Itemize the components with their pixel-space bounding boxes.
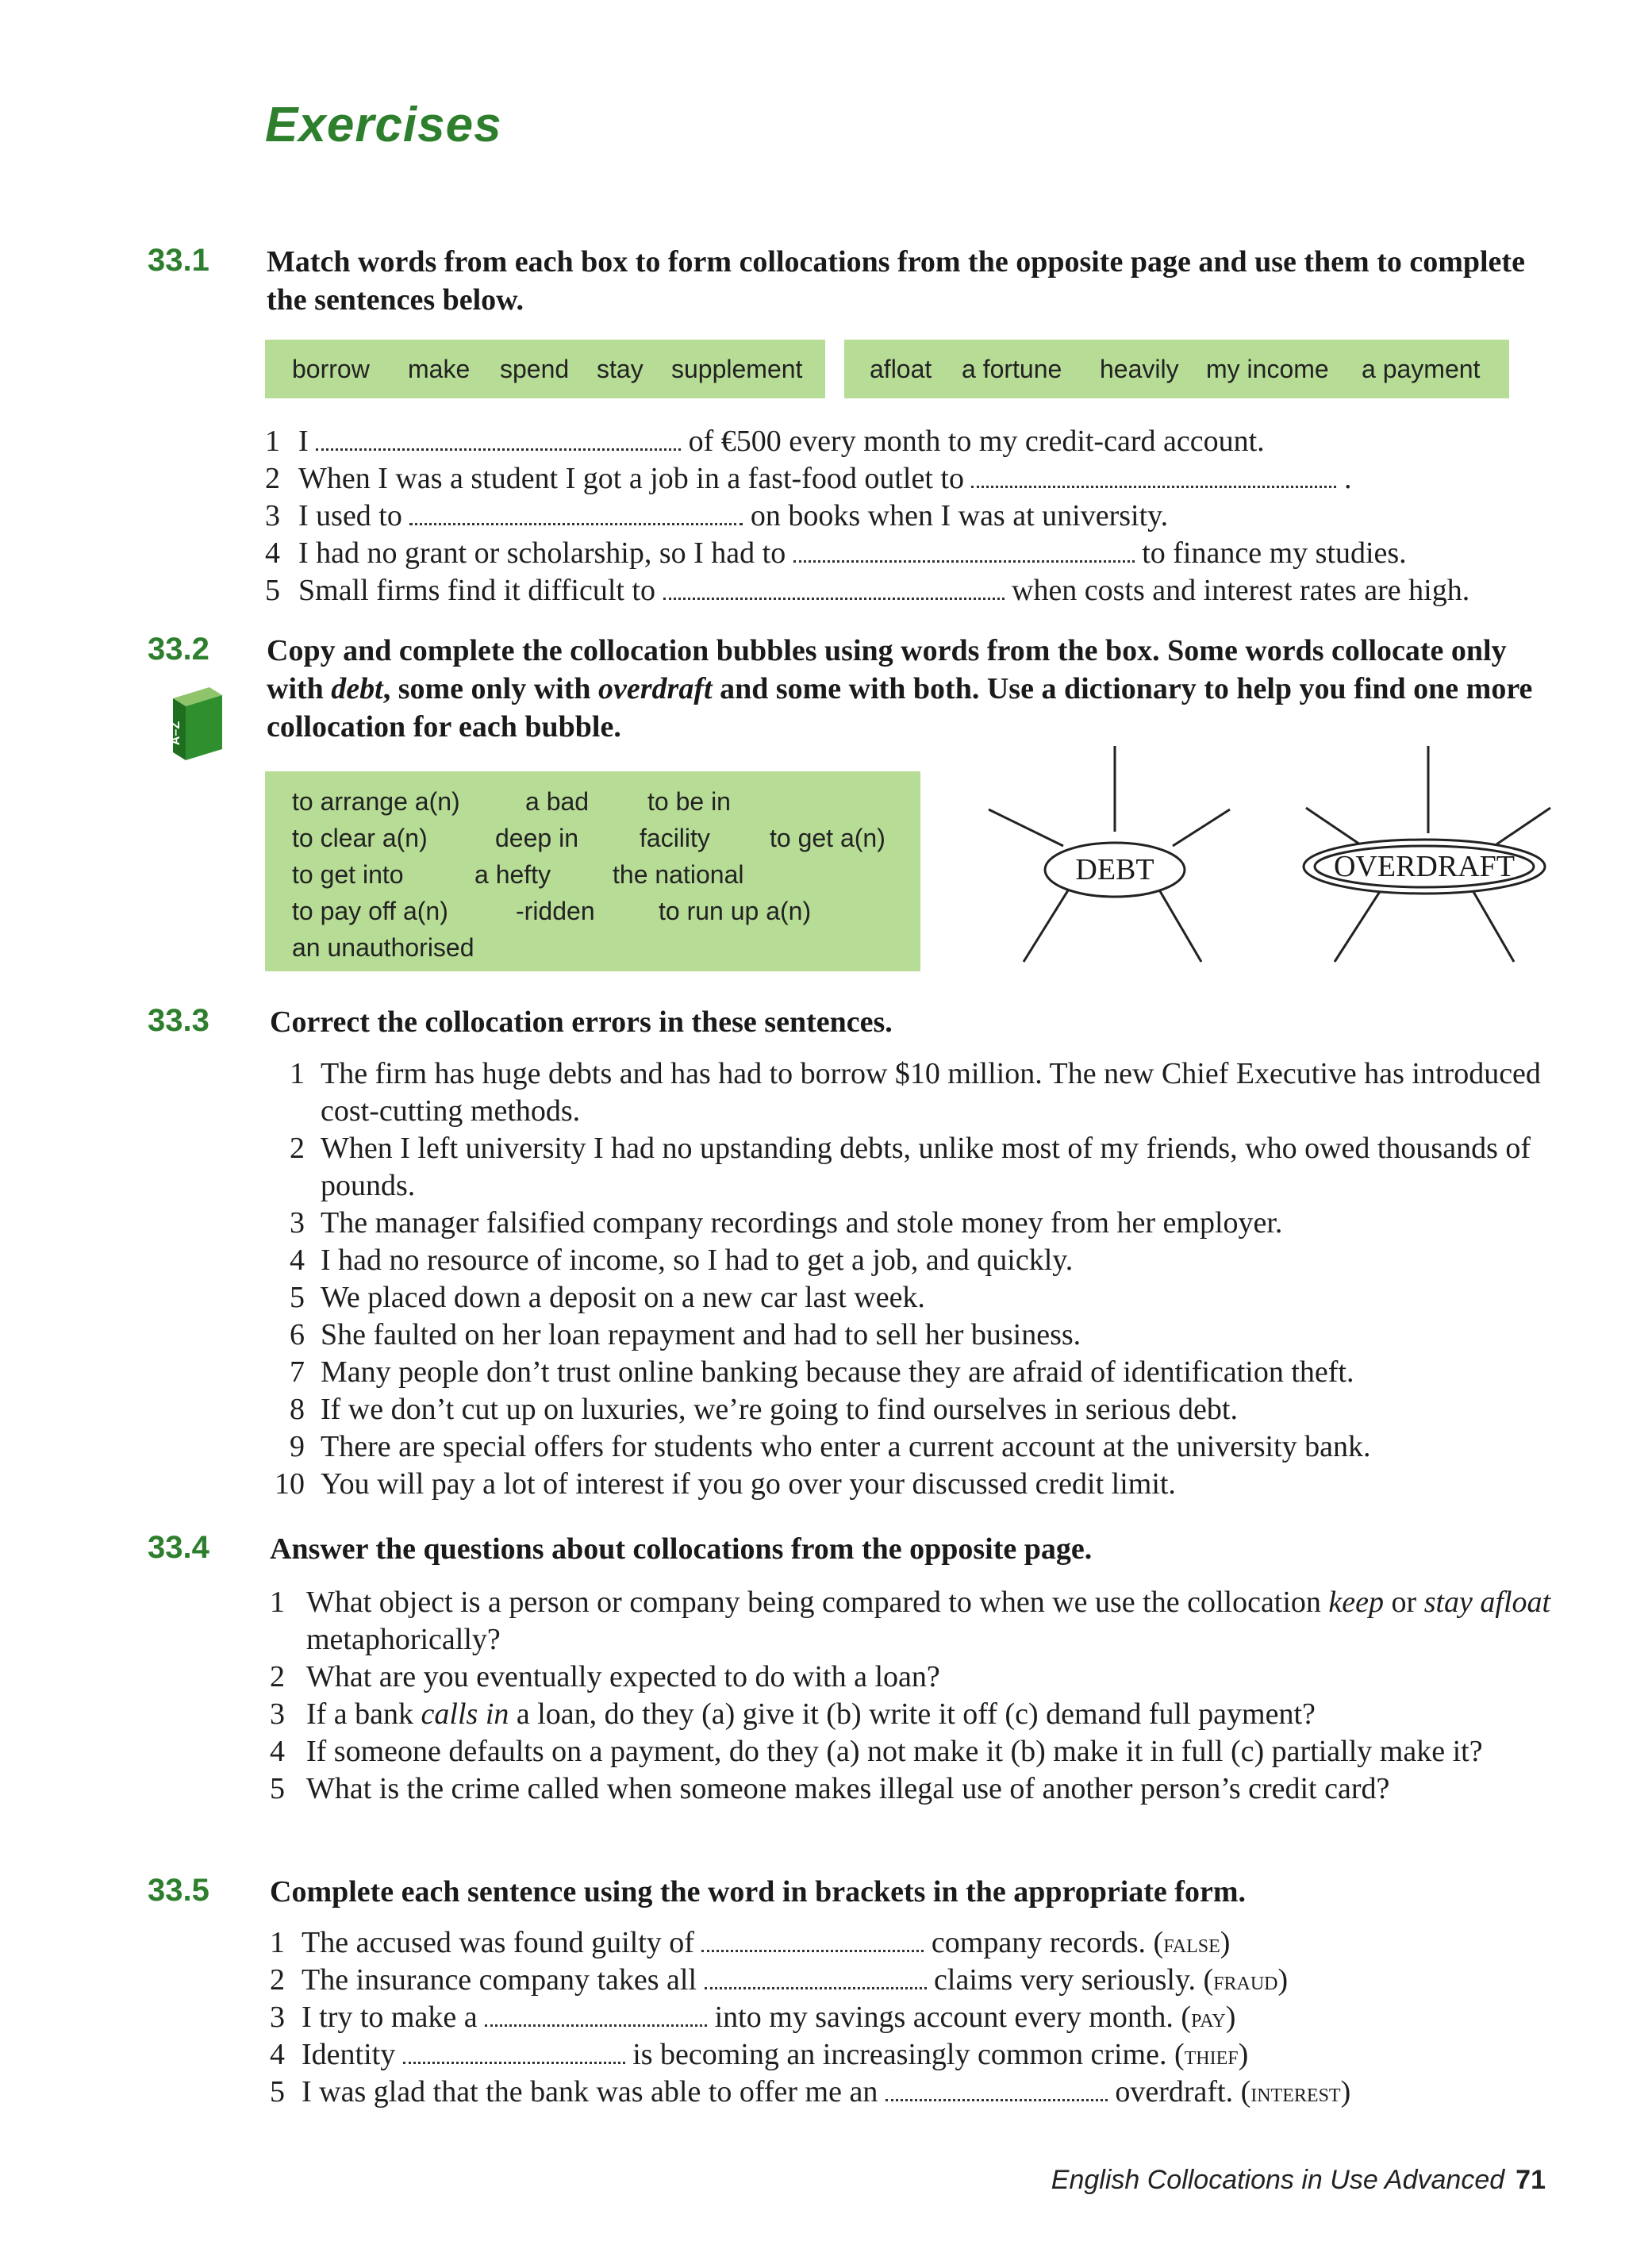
list-item: 6 She faulted on her loan repayment and had to sell her business. (290, 1318, 1081, 1351)
list-item: 1 What object is a person or company being compared to when we use the collocation keep or stay afloat metaphorically? (270, 1586, 1551, 1656)
page-footer (1051, 2165, 1546, 2196)
list-item: 5 Small firms find it difficult to when costs and interest rates are high. (265, 574, 1470, 607)
box-word: an unauthorised (292, 933, 474, 962)
answer-blank[interactable] (793, 536, 1135, 563)
exercise-instruction: Complete each sentence using the word in brackets in the appropriate form. (270, 1875, 1246, 1909)
list-item: 1 I of €500 every month to my credit-card account. (265, 425, 1265, 458)
exercise-number: 33.4 (148, 1530, 209, 1565)
page-title: Exercises (265, 98, 502, 152)
list-item: 3 I try to make a into my savings account every month. (pay) (270, 2001, 1236, 2034)
answer-blank[interactable] (885, 2075, 1108, 2101)
answer-blank[interactable] (316, 425, 681, 451)
answer-blank[interactable] (705, 1963, 927, 1989)
list-item: 3 I used to on books when I was at university. (265, 499, 1169, 532)
box-word: borrow (292, 355, 370, 383)
list-item: 5 I was glad that the bank was able to offer me an overdraft. (interest) (270, 2075, 1351, 2108)
answer-blank[interactable] (485, 2001, 707, 2027)
exercise-number: 33.2 (148, 632, 209, 667)
page-number: 71 (1516, 2165, 1546, 2195)
box-word: to pay off a(n) (292, 897, 448, 925)
answer-blank[interactable] (701, 1926, 924, 1952)
box-word: a hefty (474, 860, 551, 889)
word-box-verbs (265, 340, 825, 398)
list-item: 1 The firm has huge debts and has had to borrow $10 million. The new Chief Executive has introduced cost-cutting methods. (290, 1057, 1541, 1128)
box-word: to get into (292, 860, 404, 889)
box-word: to arrange a(n) (292, 787, 460, 816)
box-word: to be in (647, 787, 731, 816)
box-word: supplement (671, 355, 803, 383)
list-item: 8 If we don’t cut up on luxuries, we’re going to find ourselves in serious debt. (290, 1393, 1238, 1426)
exercise-number: 33.5 (148, 1873, 209, 1908)
exercise-instruction: Answer the questions about collocations from the opposite page. (270, 1532, 1093, 1566)
answer-blank[interactable] (663, 574, 1005, 600)
list-item: 1 The accused was found guilty of company records. (false) (270, 1926, 1231, 1959)
exercise-instruction: Match words from each box to form collocations from the opposite page and use them to complete the sentences below. (267, 245, 1525, 317)
box-word: facility (640, 824, 710, 852)
list-item: 7 Many people don’t trust online banking because they are afraid of identification theft. (290, 1355, 1354, 1389)
sentence-list (265, 1055, 1606, 1503)
book-label: A–Z (169, 721, 182, 746)
box-word: a payment (1362, 355, 1481, 383)
box-word: heavily (1100, 355, 1179, 383)
collocation-word-box (265, 771, 920, 971)
dictionary-book-icon (163, 684, 227, 763)
box-word: spend (500, 355, 570, 383)
answer-blank[interactable] (971, 462, 1336, 488)
list-item: 2 What are you eventually expected to do with a loan? (270, 1660, 940, 1693)
bubble-overdraft-label: OVERDRAFT (1333, 850, 1516, 883)
exercise-number: 33.3 (148, 1003, 209, 1038)
list-item: 4 If someone defaults on a payment, do they (a) not make it (b) make it in full (c) partially make it? (270, 1735, 1483, 1768)
bubble-debt-label: DEBT (1075, 853, 1154, 886)
list-item: 3 The manager falsified company recordings and stole money from her employer. (290, 1206, 1283, 1240)
list-item: 10 You will pay a lot of interest if you go over your discussed credit limit. (275, 1467, 1176, 1501)
box-word: make (408, 355, 471, 383)
answer-blank[interactable] (403, 2038, 625, 2064)
box-word: my income (1206, 355, 1329, 383)
box-word: to run up a(n) (659, 897, 812, 925)
list-item: 5 We placed down a deposit on a new car last week. (290, 1281, 925, 1314)
exercise-instruction: Copy and complete the collocation bubbles using words from the box. Some words collocate only with debt, some only with overdraft and some with both. Use a dictionary to help you find one more collocation for each bubble. (267, 634, 1533, 744)
answer-blank[interactable] (409, 499, 743, 525)
box-word: a fortune (962, 355, 1062, 383)
list-item: 4 I had no grant or scholarship, so I had to to finance my studies. (265, 536, 1407, 570)
list-item: 3 If a bank calls in a loan, do they (a) give it (b) write it off (c) demand full payment? (270, 1697, 1316, 1731)
box-word: deep in (495, 824, 578, 852)
list-item: 4 I had no resource of income, so I had to get a job, and quickly. (290, 1244, 1074, 1277)
list-item: 5 What is the crime called when someone makes illegal use of another person’s credit card? (270, 1772, 1390, 1805)
word-box-nouns (844, 340, 1509, 398)
box-word: to clear a(n) (292, 824, 428, 852)
list-item: 2 When I left university I had no upstanding debts, unlike most of my friends, who owed thousands of pounds. (290, 1132, 1531, 1202)
question-list (270, 1584, 1592, 1808)
list-item: 4 Identity is becoming an increasingly common crime. (thief) (270, 2038, 1249, 2071)
exercise-instruction: Correct the collocation errors in these sentences. (270, 1005, 893, 1039)
book-title: English Collocations in Use Advanced (1051, 2165, 1505, 2195)
list-item: 2 When I was a student I got a job in a fast-food outlet to . (265, 462, 1352, 495)
list-item: 9 There are special offers for students who enter a current account at the university bank. (290, 1430, 1371, 1463)
box-word: stay (597, 355, 643, 383)
box-word: the national (613, 860, 744, 889)
exercise-number: 33.1 (148, 243, 209, 278)
box-word: afloat (870, 355, 932, 383)
list-item: 2 The insurance company takes all claims very seriously. (fraud) (270, 1963, 1289, 1997)
box-word: -ridden (516, 897, 595, 925)
box-word: to get a(n) (770, 824, 885, 852)
box-word: a bad (525, 787, 590, 816)
collocation-bubbles-diagram (968, 738, 1571, 968)
